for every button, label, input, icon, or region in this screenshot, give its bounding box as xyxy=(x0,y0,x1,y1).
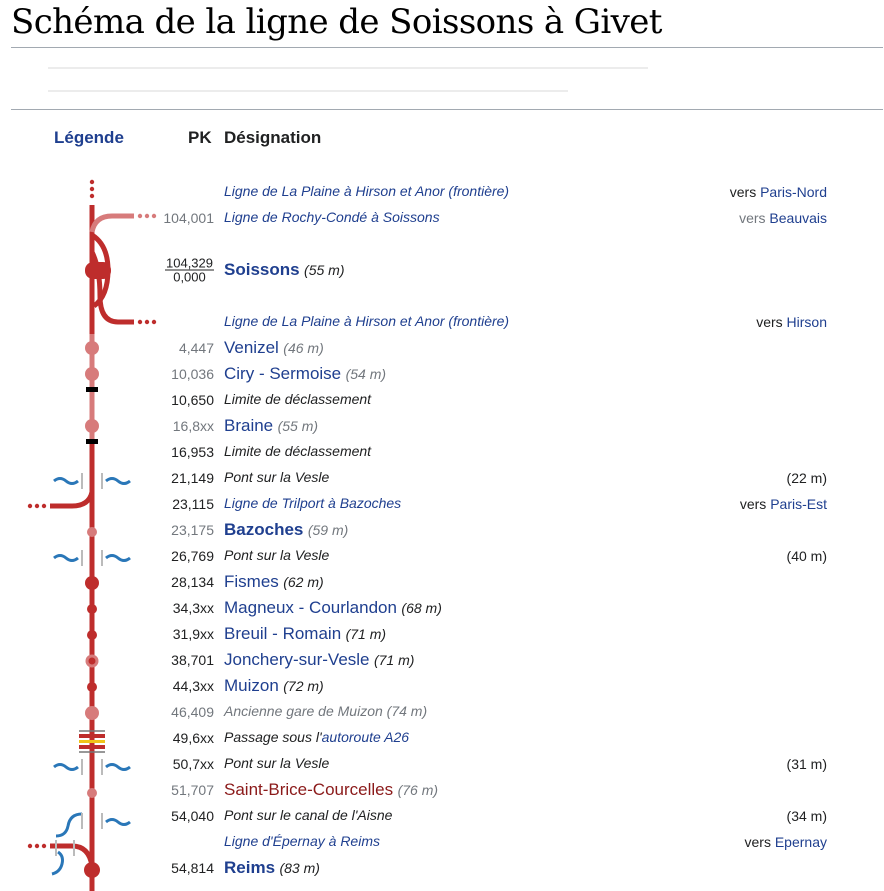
designation-header: Désignation xyxy=(224,128,322,147)
designation-cell xyxy=(224,676,324,696)
line-link[interactable]: Ligne de La Plaine à Hirson et Anor (frontière) xyxy=(224,183,510,199)
direction-cell xyxy=(745,834,828,850)
altitude-label: (62 m) xyxy=(283,574,324,590)
altitude-label: (72 m) xyxy=(283,678,324,694)
designation-cell xyxy=(224,858,320,878)
legend-header: Légende xyxy=(54,128,124,147)
altitude-label: (71 m) xyxy=(373,652,415,668)
table-row xyxy=(0,803,884,829)
pk-value: 10,036 xyxy=(171,366,214,382)
designation-cell xyxy=(224,313,509,331)
table-row xyxy=(0,569,884,595)
pk-value: 38,701 xyxy=(171,652,214,668)
station-link[interactable]: Ciry - Sermoise xyxy=(224,364,342,383)
pk-value: 46,409 xyxy=(171,704,214,720)
direction-prefix: vers xyxy=(739,496,771,512)
designation-cell xyxy=(224,598,442,618)
station-link[interactable]: Magneux - Courlandon xyxy=(224,598,397,617)
station-link[interactable]: Bazoches xyxy=(224,520,304,539)
station-link[interactable]: Jonchery-sur-Vesle xyxy=(224,650,370,669)
designation-cell xyxy=(224,780,438,800)
direction-cell xyxy=(739,210,827,226)
pk-numerator: 104,329 xyxy=(166,255,213,271)
pk-value: 31,9xx xyxy=(172,626,214,642)
pk-header: PK xyxy=(188,128,212,147)
pk-value: 16,8xx xyxy=(172,418,214,434)
pk-value: 4,447 xyxy=(178,340,214,356)
altitude-label: (68 m) xyxy=(401,600,442,616)
altitude-label: (55 m) xyxy=(304,262,345,278)
designation-cell xyxy=(224,391,371,409)
bridge-length: (22 m) xyxy=(786,470,827,486)
table-row xyxy=(0,647,884,673)
autoroute-link[interactable]: autoroute A26 xyxy=(321,729,410,745)
designation-cell xyxy=(224,520,348,540)
direction-prefix: vers xyxy=(756,314,787,330)
designation-cell xyxy=(224,729,409,747)
altitude-label: (55 m) xyxy=(277,418,319,434)
altitude-label: (71 m) xyxy=(345,626,387,642)
designation-cell xyxy=(224,547,329,565)
event-label: Pont sur la Vesle xyxy=(224,469,330,485)
table-row xyxy=(0,829,884,855)
station-link[interactable]: Soissons xyxy=(224,260,300,279)
line-link[interactable]: Ligne d'Épernay à Reims xyxy=(224,833,380,849)
table-row xyxy=(0,595,884,621)
pk-value: 49,6xx xyxy=(172,730,214,746)
bridge-length: (31 m) xyxy=(786,756,827,772)
direction-prefix: vers xyxy=(729,184,761,200)
event-label: Pont sur le canal de l'Aisne xyxy=(224,807,393,823)
pk-value: 21,149 xyxy=(171,470,214,486)
table-row xyxy=(0,439,884,465)
table-row xyxy=(0,777,884,803)
line-link[interactable]: Ligne de Trilport à Bazoches xyxy=(224,495,402,511)
pk-value: 16,953 xyxy=(171,444,214,460)
altitude-label: (54 m) xyxy=(345,366,387,382)
table-row xyxy=(0,205,884,231)
event-label: Limite de déclassement xyxy=(224,391,372,407)
table-row xyxy=(0,413,884,439)
station-link[interactable]: Reims xyxy=(224,858,276,877)
designation-cell xyxy=(224,495,401,513)
station-link[interactable]: Saint-Brice-Courcelles xyxy=(224,780,394,799)
event-label: Pont sur la Vesle xyxy=(224,547,330,563)
event-label: Pont sur la Vesle xyxy=(224,755,330,771)
pk-value: 26,769 xyxy=(171,548,214,564)
pk-value: 54,040 xyxy=(171,808,214,824)
designation-cell xyxy=(224,469,329,487)
designation-cell xyxy=(224,416,318,436)
table-row xyxy=(0,465,884,491)
altitude-label: (83 m) xyxy=(279,860,320,876)
direction-cell xyxy=(740,496,827,512)
altitude-label: (76 m) xyxy=(397,782,439,798)
pk-value: 23,115 xyxy=(172,496,214,512)
designation-cell xyxy=(224,755,329,773)
pk-value: 44,3xx xyxy=(172,678,214,694)
pk-value: 104,001 xyxy=(163,210,214,226)
event-label: Passage sous l' xyxy=(224,729,322,745)
bridge-length: (34 m) xyxy=(786,808,827,824)
table-row xyxy=(0,335,884,361)
pk-value: 23,175 xyxy=(171,522,214,538)
direction-cell xyxy=(756,314,827,330)
station-link[interactable]: Breuil - Romain xyxy=(224,624,342,643)
pk-value: 10,650 xyxy=(171,392,214,408)
altitude-label: (46 m) xyxy=(283,340,324,356)
designation-cell xyxy=(224,807,392,825)
table-row xyxy=(0,855,884,881)
table-row xyxy=(0,725,884,751)
table-row xyxy=(0,517,884,543)
line-link[interactable]: Ligne de Rochy-Condé à Soissons xyxy=(224,209,440,225)
direction-prefix: vers xyxy=(744,834,775,850)
direction-prefix: vers xyxy=(739,210,770,226)
station-link[interactable]: Venizel xyxy=(224,338,279,357)
pk-value: 34,3xx xyxy=(172,600,214,616)
pk-value: 28,134 xyxy=(171,574,214,590)
pk-value: 50,7xx xyxy=(172,756,214,772)
designation-cell xyxy=(224,260,345,280)
designation-cell xyxy=(224,572,324,592)
table-row xyxy=(0,751,884,777)
table-row xyxy=(0,543,884,569)
table-row xyxy=(0,491,884,517)
designation-cell xyxy=(224,703,427,721)
table-row xyxy=(0,621,884,647)
table-row xyxy=(0,673,884,699)
table-row xyxy=(0,257,884,283)
station-link[interactable]: Fismes xyxy=(224,572,279,591)
station-link[interactable]: Braine xyxy=(224,416,274,435)
direction-link[interactable]: Paris-Est xyxy=(770,496,827,512)
pk-denominator: 0,000 xyxy=(173,269,206,285)
designation-cell xyxy=(224,209,440,227)
direction-link[interactable]: Paris-Nord xyxy=(760,184,827,200)
direction-cell xyxy=(730,184,827,200)
designation-cell xyxy=(224,338,324,358)
bridge-length: (40 m) xyxy=(786,548,827,564)
direction-link[interactable]: Beauvais xyxy=(769,210,827,226)
pk-value: 51,707 xyxy=(171,782,214,798)
page-title: Schéma de la ligne de Soissons à Givet xyxy=(11,2,662,42)
table-row xyxy=(0,361,884,387)
designation-cell xyxy=(224,624,386,644)
direction-link[interactable]: Epernay xyxy=(774,834,827,850)
pk-value xyxy=(165,257,214,284)
designation-cell xyxy=(224,833,380,851)
table-row xyxy=(0,309,884,335)
table-row xyxy=(0,179,884,205)
designation-cell xyxy=(224,183,509,201)
station-link[interactable]: Muizon xyxy=(224,676,279,695)
pk-value: 54,814 xyxy=(171,860,214,876)
altitude-label: (59 m) xyxy=(307,522,349,538)
designation-cell xyxy=(224,443,371,461)
line-link[interactable]: Ligne de La Plaine à Hirson et Anor (frontière) xyxy=(224,313,510,329)
designation-cell xyxy=(224,364,386,384)
direction-link[interactable]: Hirson xyxy=(786,314,827,330)
event-label: Ancienne gare de Muizon (74 m) xyxy=(224,703,428,719)
event-label: Limite de déclassement xyxy=(224,443,372,459)
table-row xyxy=(0,387,884,413)
designation-cell xyxy=(224,650,414,670)
table-row xyxy=(0,699,884,725)
